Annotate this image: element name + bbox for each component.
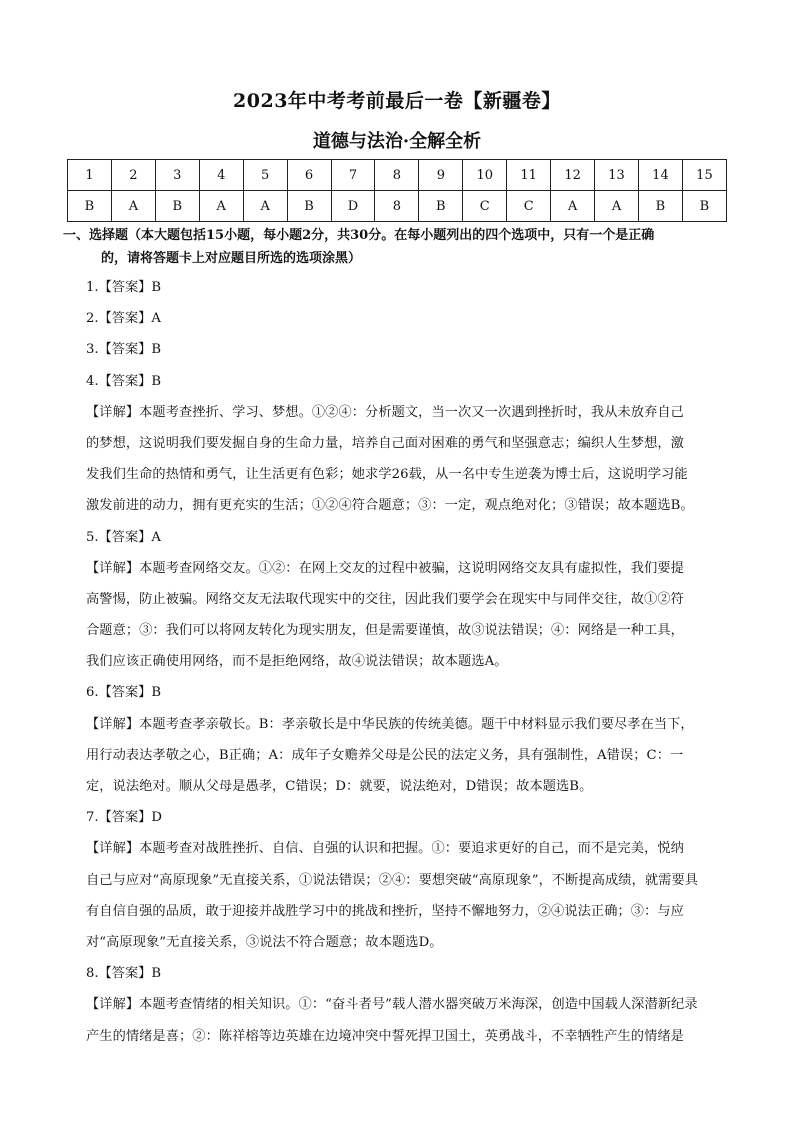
explanation-line: 有自信自强的品质，敢于迎接并战胜学习中的挑战和挫折，坚持不懈地努力，②④说法正确；③：与应 (86, 903, 684, 919)
solutions-body (86, 272, 736, 1052)
answer-line: 3.【答案】B (86, 342, 162, 358)
question-number-cell: 2 (111, 160, 155, 191)
explanation (86, 709, 736, 803)
answer-table (67, 159, 727, 222)
section-heading-line: 一、选择题（本大题包括15小题，每小题2分，共30分。在每小题列出的四个选项中，只有一个是正确 (63, 228, 655, 243)
answer-cell: B (682, 191, 726, 222)
question-number-cell: 4 (199, 160, 243, 191)
answer-cell: D (331, 191, 375, 222)
answer-cell: A (111, 191, 155, 222)
explanation-line: 对“高原现象”无直接关系，③说法不符合题意；故本题选D。 (86, 934, 443, 950)
explanation-line: 的梦想，这说明我们要发掘自身的生命力量，培养自己面对困难的勇气和坚强意志；编织人生梦想，激 (86, 435, 684, 451)
answer-line: 5.【答案】A (86, 529, 161, 545)
answer-line: 8.【答案】B (86, 966, 162, 982)
explanation-line: 【详解】本题考查网络交友。①②：在网上交友的过程中被骗，这说明网络交友具有虚拟性，我们要提 (86, 560, 684, 576)
section-heading-line: 的，请将答题卡上对应题目所选的选项涂黑） (101, 251, 362, 266)
answer-table-answer-row (68, 191, 727, 222)
explanation-line: 【详解】本题考查孝亲敬长。B：孝亲敬长是中华民族的传统美德。题干中材料显示我们要尽孝在当下， (86, 716, 694, 732)
explanation (86, 989, 736, 1051)
question-number-cell: 11 (507, 160, 551, 191)
explanation-line: 【详解】本题考查情绪的相关知识。①：“奋斗者号”载人潜水器突破万米海深，创造中国载人深潜新纪录 (86, 997, 698, 1013)
question-number-cell: 6 (287, 160, 331, 191)
question-number-cell: 1 (68, 160, 112, 191)
explanation (86, 553, 736, 678)
page-title: 2023年中考考前最后一卷【新疆卷】 (233, 90, 561, 112)
explanation (86, 397, 736, 522)
question-number-cell: 7 (331, 160, 375, 191)
explanation-line: 自己与应对“高原现象”无直接关系，①说法错误；②④：要想突破“高原现象”，不断提高成绩，就需要具 (86, 872, 699, 888)
answer-cell: B (638, 191, 682, 222)
answer-cell: B (419, 191, 463, 222)
question-number-cell: 10 (463, 160, 507, 191)
explanation-line: 合题意；③：我们可以将网友转化为现实朋友，但是需要谨慎，故③说法错误；④：网络是一种工具， (86, 623, 684, 639)
answer-cell: A (551, 191, 595, 222)
explanation-line: 【详解】本题考查对战胜挫折、自信、自强的认识和把握。①：要追求更好的自己，而不是完美，悦纳 (86, 841, 684, 857)
explanation-line: 用行动表达孝敬之心，B正确；A：成年子女赡养父母是公民的法定义务，具有强制性，A错误；C：一 (86, 747, 684, 763)
answer-cell: B (155, 191, 199, 222)
question-number-cell: 12 (551, 160, 595, 191)
question-number-cell: 3 (155, 160, 199, 191)
answer-cell: C (463, 191, 507, 222)
explanation-line: 我们应该正确使用网络，而不是拒绝网络，故④说法错误；故本题选A。 (86, 654, 508, 670)
explanation-line: 定，说法绝对。顺从父母是愚孝，C错误；D：就要，说法绝对，D错误；故本题选B。 (86, 779, 593, 794)
question-number-cell: 14 (638, 160, 682, 191)
answer-cell: B (68, 191, 112, 222)
question-number-cell: 8 (375, 160, 419, 191)
answer-line: 7.【答案】D (86, 810, 162, 826)
question-number-cell: 5 (243, 160, 287, 191)
section-heading (63, 224, 733, 270)
explanation-line: 高警惕，防止被骗。网络交友无法取代现实中的交往，因此我们要学会在现实中与同伴交往，故①②符 (86, 591, 684, 607)
page-subtitle: 道德与法治·全解全析 (312, 131, 482, 152)
explanation-line: 【详解】本题考查挫折、学习、梦想。①②④：分析题文，当一次又一次遇到挫折时，我从未放弃自己 (86, 404, 684, 420)
question-number-cell: 13 (595, 160, 639, 191)
answer-cell: C (507, 191, 551, 222)
explanation-line: 发我们生命的热情和勇气，让生活更有色彩；她求学26载，从一名中专生逆袭为博士后，这说明学习能 (86, 467, 688, 483)
answer-line: 1.【答案】B (86, 280, 162, 295)
answer-cell: B (287, 191, 331, 222)
answer-cell: A (243, 191, 287, 222)
question-number-cell: 15 (682, 160, 726, 191)
answer-line: 4.【答案】B (86, 373, 162, 389)
answer-cell: A (199, 191, 243, 222)
answer-line: 6.【答案】B (86, 685, 162, 701)
answer-table-number-row (68, 160, 727, 191)
answer-cell: 8 (375, 191, 419, 222)
explanation-line: 产生的情绪是喜；②：陈祥榕等边英雄在边境冲突中誓死捍卫国土，英勇战斗，不幸牺牲产生的情绪是 (86, 1028, 684, 1044)
explanation-line: 激发前进的动力，拥有更充实的生活；①②④符合题意；③：一定，观点绝对化；③错误；故本题选B。 (86, 498, 694, 514)
explanation (86, 833, 736, 958)
question-number-cell: 9 (419, 160, 463, 191)
answer-line: 2.【答案】A (86, 311, 161, 327)
answer-cell: A (595, 191, 639, 222)
